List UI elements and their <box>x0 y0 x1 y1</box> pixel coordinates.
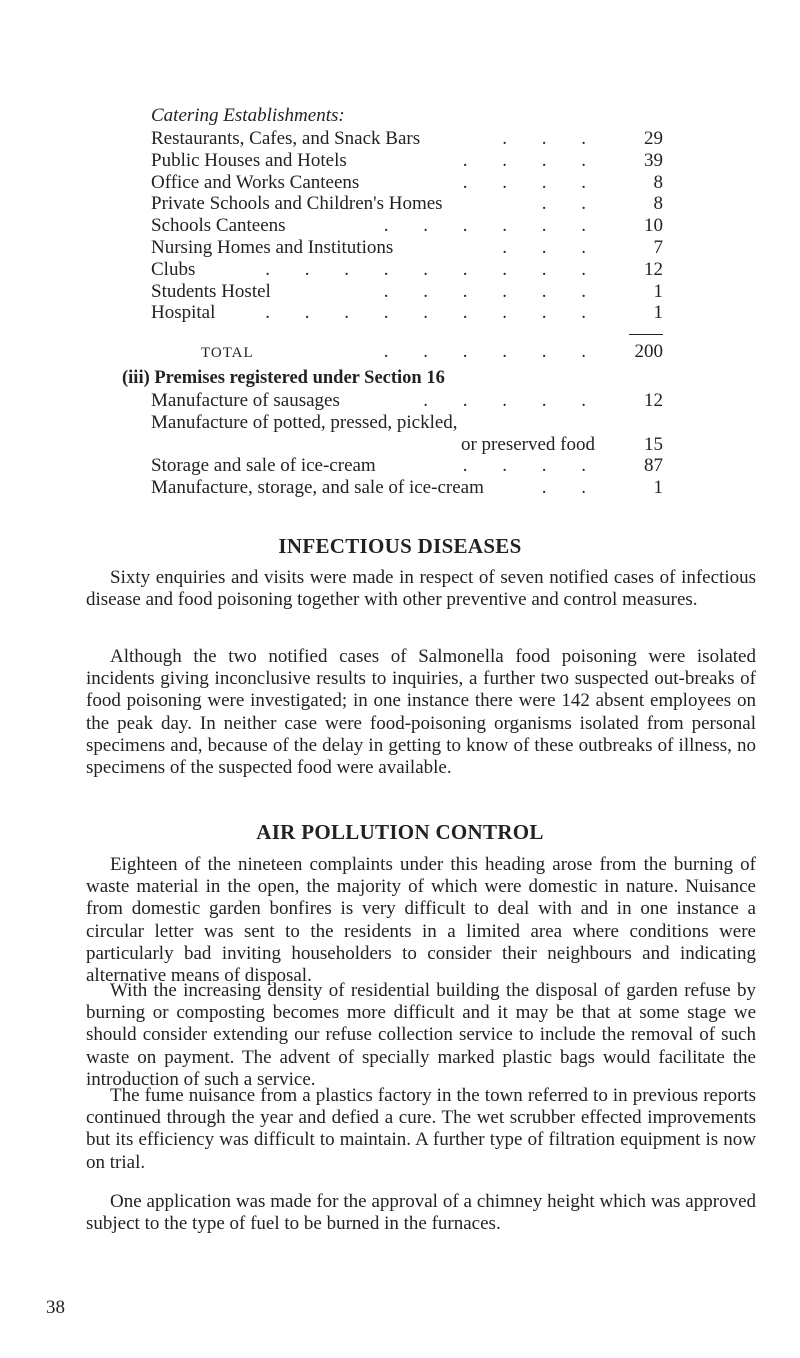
row-leader-dots: . . . . . . <box>383 215 601 237</box>
row-label: Office and Works Canteens <box>151 171 360 193</box>
table-row <box>151 259 663 281</box>
row-leader-dots: . . . <box>502 236 601 258</box>
table-row <box>151 150 663 172</box>
row-value: 1 <box>653 302 663 324</box>
row-label: Manufacture of potted, pressed, pickled, <box>151 411 458 433</box>
table-row <box>151 455 663 477</box>
infectious-paragraph-2: Although the two notified cases of Salmonella food poisoning were isolated incidents giving inconclusive results to inquiries, a further two suspected out-breaks of food poisoning were investigated; in one instance there were 142 absent employees on the peak day. In neither case were food-poisoning organisms isolated from personal specimens and, because of the delay in getting to know of these outbreaks of illness, no specimens of the suspected food were available. <box>86 646 756 779</box>
catering-establishments-table <box>151 103 663 363</box>
table-row <box>151 412 663 434</box>
row-label: Hospital <box>151 302 216 324</box>
row-value: 39 <box>644 149 663 171</box>
infectious-paragraph-1: Sixty enquiries and visits were made in respect of seven notified cases of infectious disease and food poisoning together with other preventive and control measures. <box>86 567 756 611</box>
table-row <box>151 193 663 215</box>
row-label: Private Schools and Children's Homes <box>151 193 443 215</box>
row-label: Storage and sale of ice-cream <box>151 455 376 477</box>
row-leader-dots: . . . <box>502 128 601 149</box>
row-value: 12 <box>644 258 663 280</box>
row-leader-dots: . . . . <box>462 171 601 193</box>
row-value: 1 <box>653 477 663 499</box>
row-leader-dots: . . . . . <box>423 390 601 411</box>
row-value: 8 <box>653 193 663 215</box>
row-value: 1 <box>653 280 663 302</box>
row-value: 15 <box>644 433 663 455</box>
total-row <box>151 341 663 363</box>
row-label: Clubs <box>151 258 196 280</box>
row-leader-dots: . . . . . . . . . <box>265 302 601 324</box>
infectious-diseases-title: INFECTIOUS DISEASES <box>278 534 522 558</box>
air-pollution-paragraph-2: With the increasing density of residential building the disposal of garden refuse by burning or composting becomes more difficult and it may be that at some stage we should consider extending our refuse collection service to include the removal of such waste on payment. The advent of specially marked plastic bags would facilitate the introduction of such a service. <box>86 980 756 1090</box>
table-row <box>151 477 663 499</box>
total-rule <box>629 334 663 335</box>
table-row <box>151 302 663 324</box>
air-pollution-title: AIR POLLUTION CONTROL <box>256 820 544 844</box>
row-label: Schools Canteens <box>151 215 286 237</box>
premises-rows <box>122 390 663 499</box>
row-leader-dots: . . <box>541 477 601 499</box>
catering-heading: Catering Establishments: <box>151 105 345 126</box>
row-value: 29 <box>644 128 663 149</box>
row-label: or preserved food <box>460 433 595 455</box>
air-pollution-paragraph-3: The fume nuisance from a plastics factory in the town referred to in previous reports continued through the year and defied a cure. The wet scrubber effected improvements but its efficiency was difficult to maintain. A further type of filtration equipment is now on trial. <box>86 1085 756 1173</box>
row-value: 7 <box>653 236 663 258</box>
table-row <box>151 172 663 194</box>
row-value: 10 <box>644 215 663 237</box>
row-value: 8 <box>653 171 663 193</box>
row-leader-dots: . . <box>541 193 601 215</box>
table-row <box>151 237 663 259</box>
page-number: 38 <box>46 1297 65 1318</box>
catering-rows <box>151 128 663 324</box>
row-label: Students Hostel <box>151 280 271 302</box>
table-row <box>151 281 663 303</box>
row-label: Manufacture of sausages <box>151 390 340 411</box>
table-row <box>151 390 663 412</box>
row-leader-dots: . . . . <box>462 455 601 477</box>
row-leader-dots: . . . . . . . . . <box>265 258 601 280</box>
row-leader-dots: . . . . . . <box>383 280 601 302</box>
row-label: Restaurants, Cafes, and Snack Bars <box>151 128 421 149</box>
total-value: 200 <box>634 341 663 363</box>
premises-heading: (iii) Premises registered under Section 16 <box>122 368 445 388</box>
row-label: Nursing Homes and Institutions <box>151 236 394 258</box>
row-value: 87 <box>644 455 663 477</box>
air-pollution-paragraph-4: One application was made for the approval of a chimney height which was approved subject to the type of fuel to be burned in the furnaces. <box>86 1191 756 1235</box>
row-value: 12 <box>644 390 663 411</box>
table-row <box>151 434 663 456</box>
row-leader-dots: . . . . <box>462 149 601 171</box>
total-dots: . . . . . . <box>383 341 601 363</box>
table-row <box>151 128 663 150</box>
table-row <box>151 215 663 237</box>
row-label: Public Houses and Hotels <box>151 149 347 171</box>
air-pollution-paragraph-1: Eighteen of the nineteen complaints under this heading arose from the burning of waste material in the open, the majority of which were domestic in nature. Nuisance from domestic garden bonfires is very difficult to deal with and in one instance a circular letter was sent to the residents in a limited area where conditions were particularly bad inviting householders to consider their neighbours and indicating alternative means of disposal. <box>86 854 756 987</box>
total-label: TOTAL <box>201 345 254 362</box>
premises-section <box>122 366 663 499</box>
row-label: Manufacture, storage, and sale of ice-cream <box>151 477 484 499</box>
